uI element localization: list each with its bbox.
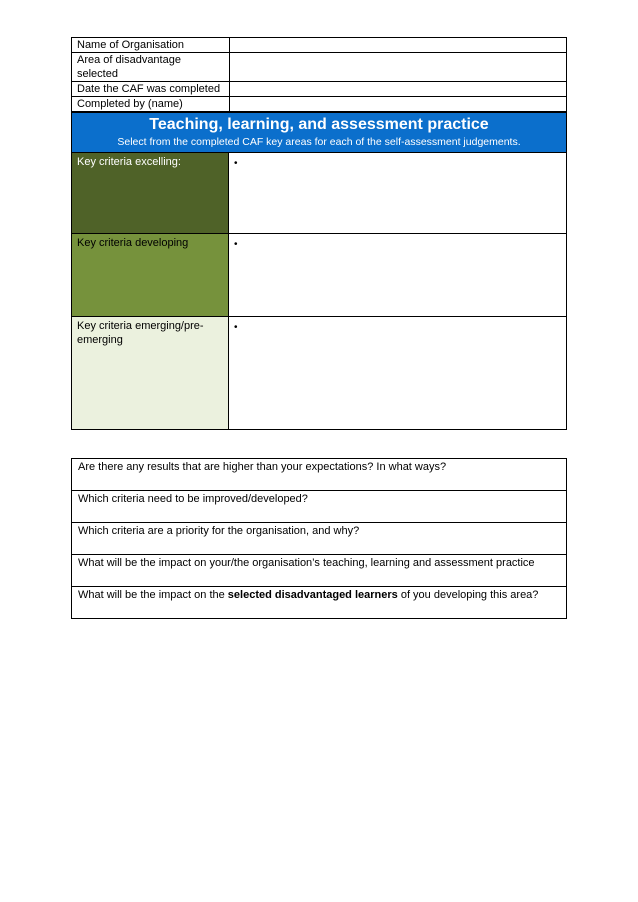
criteria-header-row [72, 113, 567, 153]
section-title: Teaching, learning, and assessment practice [149, 116, 489, 133]
question-text-bold: selected disadvantaged learners [227, 589, 398, 601]
question-row [72, 491, 567, 523]
caf-date-label: Date the CAF was completed [72, 82, 230, 97]
criteria-row-emerging [72, 317, 567, 430]
question-row [72, 555, 567, 587]
caf-date-field[interactable] [230, 82, 567, 97]
criteria-header [72, 113, 567, 153]
question-results-expectations[interactable]: Are there any results that are higher than your expectations? In what ways? [72, 459, 567, 491]
criteria-emerging-field[interactable] [229, 317, 567, 430]
criteria-row-developing [72, 234, 567, 317]
criteria-emerging-label: Key criteria emerging/pre-emerging [72, 317, 229, 430]
completed-by-label: Completed by (name) [72, 97, 230, 112]
table-row [72, 38, 567, 53]
bullet-point: • [234, 322, 238, 333]
organisation-name-field[interactable] [230, 38, 567, 53]
completed-by-field[interactable] [230, 97, 567, 112]
bullet-point: • [234, 158, 238, 169]
section-subtitle: Select from the completed CAF key areas for each of the self-assessment judgements. [117, 136, 521, 148]
criteria-excelling-field[interactable] [229, 153, 567, 234]
organisation-info-table [71, 37, 567, 112]
bullet-point: • [234, 239, 238, 250]
question-row [72, 587, 567, 619]
table-row [72, 53, 567, 82]
question-criteria-priority[interactable]: Which criteria are a priority for the organisation, and why? [72, 523, 567, 555]
criteria-row-excelling [72, 153, 567, 234]
disadvantage-area-field[interactable] [230, 53, 567, 82]
reflection-questions-table [71, 458, 567, 619]
question-text-start: What will be the impact on the [78, 589, 228, 601]
question-impact-learners[interactable] [72, 587, 567, 619]
question-criteria-improve[interactable]: Which criteria need to be improved/developed? [72, 491, 567, 523]
question-text-end: of you developing this area? [397, 589, 539, 601]
organisation-name-label: Name of Organisation [72, 38, 230, 53]
criteria-excelling-label: Key criteria excelling: [72, 153, 229, 234]
criteria-table [71, 112, 567, 430]
criteria-developing-field[interactable] [229, 234, 567, 317]
table-row [72, 97, 567, 112]
criteria-developing-label: Key criteria developing [72, 234, 229, 317]
question-row [72, 523, 567, 555]
disadvantage-area-label: Area of disadvantage selected [72, 53, 230, 82]
question-row [72, 459, 567, 491]
table-row [72, 82, 567, 97]
question-impact-practice[interactable]: What will be the impact on your/the organisation’s teaching, learning and assessment practice [72, 555, 567, 587]
